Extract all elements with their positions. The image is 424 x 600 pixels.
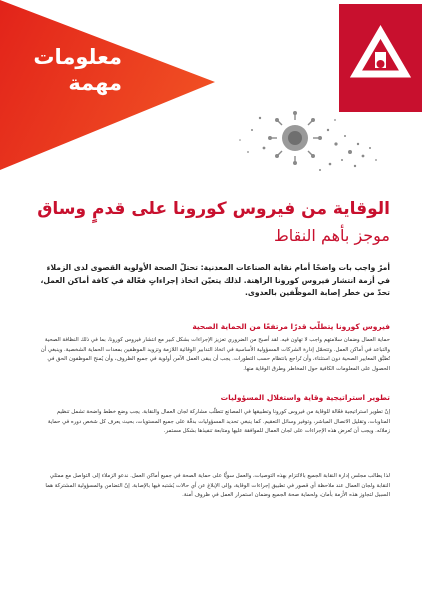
intro-paragraph: أمرٌ واجب بات واضحًا أمام نقابة الصناعات المعدنية: تحتلّ الصحة الأولوية القصوى لدى الزملاء في أزمة انتشار فيروس كورونا الراهنة. لذلك يتعيّن اتخاذ إجراءاتٍ فعّالة في كافة أماكن العمل، تحدّ من خطر إصابة الموظّفين بالعدوى. <box>40 263 390 297</box>
banner-line-2: مهمة <box>68 71 122 95</box>
section-body: حماية العمال وضمان سلامتهم واجب لا تهاون فيه. لقد أصبح من الضروري تعزيز الإجراءات بشكل كبير مع انتشار فيروس كورونا، بما في ذلك النظافة الصحية والتباعد في أماكن العمل. وتتحمّل إدارة الشركات المسؤولية الأساسية في اتخاذ التدابير الوقائية اللازمة وتزويد الموظفين بمعدات الحماية الشخصية. وينبغي أن تُطبَّق المعايير الصحية دون استثناء، وأن تُراجع بانتظام حسب التطورات. يجب أن يبقى العمل الآمن أولوية في جميع الظروف، وأن يُمنح الموظفون الحق في الحصول على المعلومات الكافية حول المخاطر وطرق الوقاية منها. <box>40 337 390 372</box>
page-title: الوقاية من فيروس كورونا على قدمٍ وساق <box>37 199 390 219</box>
union-logo <box>339 4 422 112</box>
section-heading: تطوير استراتيجية وقاية واستغلال المسؤوليات <box>220 393 390 402</box>
section-body: إنّ تطوير استراتيجية فعّالة للوقاية من فيروس كورونا وتطبيقها في المصانع تتطلّب مشاركة لجان العمال والنقابة. يجب وضع خطط واضحة تشمل تنظيم المناوبات، وتقليل الاتصال المباشر، وتوفير وسائل التعقيم. كما ينبغي تحديد المسؤوليات بدقّة على جميع المستويات، بحيث يعرف كل شخص دوره في حماية زملائه. ويجب أن تُعرض هذه الإجراءات على لجان العمال للموافقة عليها ومتابعة تنفيذها بشكل مستمر. <box>47 409 390 435</box>
logo-mark-icon <box>339 4 422 112</box>
section-heading: فيروس كورونا يتطلّب قدرًا مرتفعًا من الحماية الصحية <box>192 322 390 331</box>
page-subtitle: موجز بأهم النقاط <box>273 226 390 245</box>
virus-illustration <box>200 100 390 190</box>
banner-label <box>10 44 122 96</box>
closing-paragraph: لذا يطالب مجلس إدارة النقابة الجميع بالالتزام بهذه التوصيات، والعمل سويًّا على حماية الصحة في جميع أماكن العمل. ندعو الزملاء إلى التواصل مع ممثلي النقابة ولجان العمال عند ملاحظة أي قصور في تطبيق إجراءات الوقاية، وإلى الإبلاغ عن أي حالات يُشتبه فيها بالإصابة. إنّ التضامن والمسؤولية المشتركة هما السبيل لتجاوز هذه الأزمة بأمان، ولحماية صحة الجميع وضمان استمرار العمل في ظروف آمنة. <box>45 473 390 499</box>
banner-line-1: معلومات <box>33 45 122 69</box>
